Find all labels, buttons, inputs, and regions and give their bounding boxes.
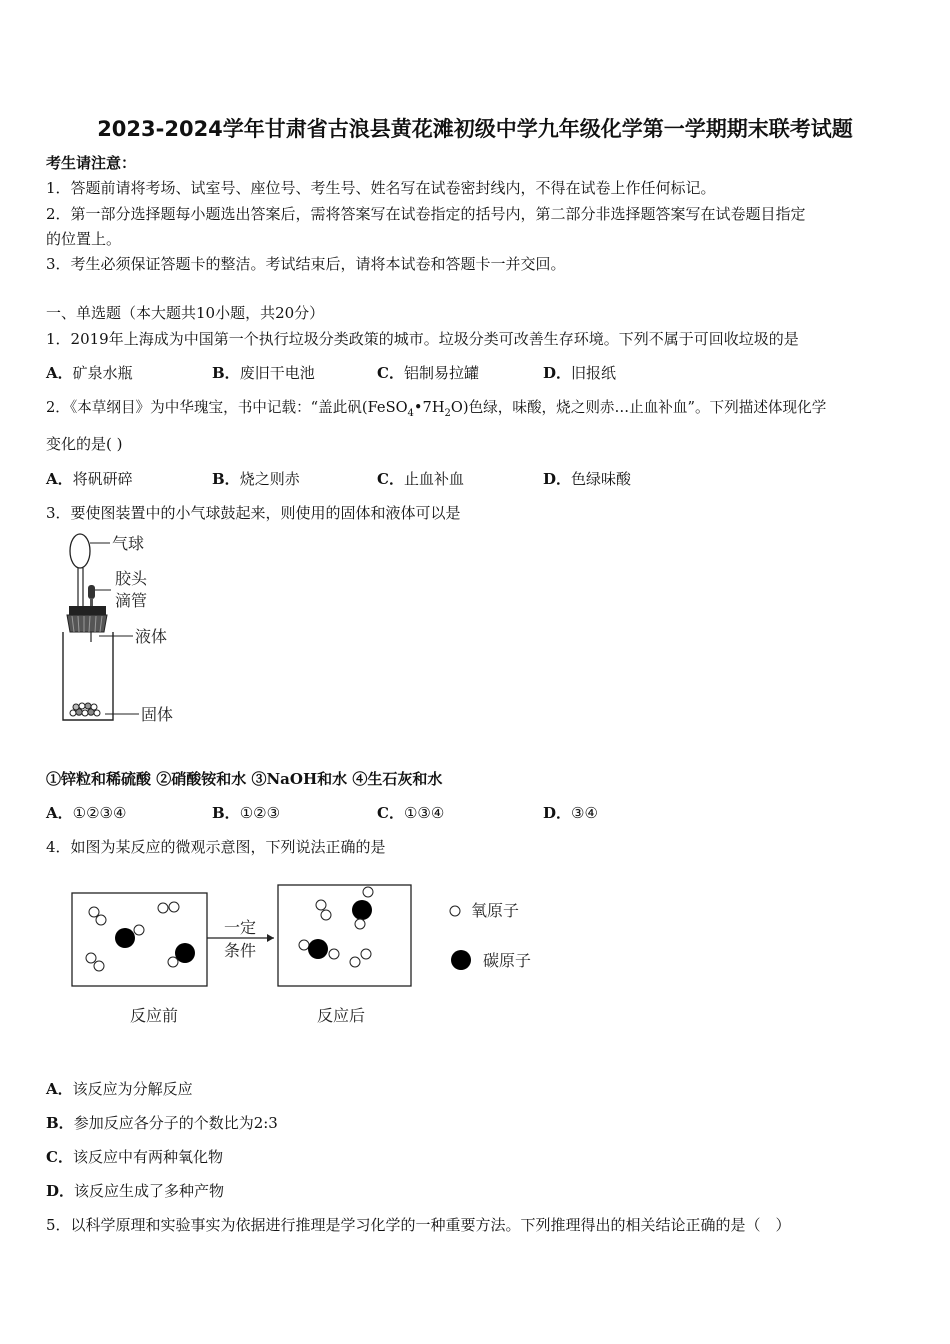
question-1-option-d: D．旧报纸 [543,364,617,382]
label-dropper-2: 滴管 [115,591,148,610]
balloon-shape [70,534,90,568]
section-heading: 一、单选题（本大题共10小题，共20分） [46,304,325,322]
after-box [278,885,411,986]
question-2-option-d: D．色绿味酸 [543,470,632,488]
question-2-stem: 2．《本草纲目》为中华瑰宝，书中记载：“盖此矾$(FeSO_4•7H_2O)$色绿，味酸，烧之则赤…止血补血”。下列描述体现化学 [46,399,827,419]
label-before: 反应前 [129,1006,179,1025]
arrow-condition-bottom: 条件 [223,941,257,960]
question-3-choices: ①锌粒和稀硫酸 ②硝酸铵和水 ③NaOH和水 ④生石灰和水 [46,770,443,788]
dropper-bulb [88,585,95,599]
question-4-option-d: D．该反应生成了多种产物 [46,1182,225,1200]
question-2-stem-line2: 变化的是( ) [46,435,123,453]
label-after: 反应后 [316,1006,366,1025]
question-4-option-a: A．该反应为分解反应 [46,1080,193,1098]
legend-carbon-marker [451,950,471,970]
question-1-option-c: C．铝制易拉罐 [377,364,479,382]
notice-item-3: 3．考生必须保证答题卡的整洁。考试结束后，请将本试卷和答题卡一并交回。 [46,255,566,273]
label-dropper-1: 胶头 [115,569,148,588]
reaction-micro-diagram [65,880,555,1035]
question-3-option-a: A．①②③④ [46,804,127,822]
notice-heading: 考生请注意： [46,154,137,172]
question-3-stem: 3．要使图装置中的小气球鼓起来，则使用的固体和液体可以是 [46,504,461,522]
question-4-stem: 4．如图为某反应的微观示意图，下列说法正确的是 [46,838,386,856]
label-balloon: 气球 [112,534,145,553]
legend-oxygen-label: 氧原子 [471,901,520,920]
question-1-stem: 1．2019年上海成为中国第一个执行垃圾分类政策的城市。垃圾分类可改善生存环境。下列不属于可回收垃圾的是 [46,330,799,348]
legend-oxygen-marker [450,906,460,916]
question-3-option-b: B．①②③ [212,804,281,822]
question-2-option-a: A．将矾研碎 [46,470,133,488]
question-1-option-a: A．矿泉水瓶 [46,364,133,382]
question-2-option-b: B．烧之则赤 [212,470,300,488]
notice-item-1: 1．答题前请将考场、试室号、座位号、考生号、姓名写在试卷密封线内，不得在试卷上作任何标记。 [46,179,716,197]
question-3-option-c: C．①③④ [377,804,445,822]
question-2-option-c: C．止血补血 [377,470,464,488]
question-5-stem: 5．以科学原理和实验事实为依据进行推理是学习化学的一种重要方法。下列推理得出的相关结论正确的是（ ） [46,1216,791,1234]
notice-item-2-cont: 的位置上。 [46,230,122,248]
legend-carbon-label: 碳原子 [483,951,532,970]
question-4-option-b: B．参加反应各分子的个数比为2:3 [46,1114,278,1132]
question-3-option-d: D．③④ [543,804,598,822]
page-title: 2023-2024学年甘肃省古浪县黄花滩初级中学九年级化学第一学期期末联考试题 [97,117,853,141]
label-solid: 固体 [141,705,174,724]
balloon-apparatus-figure [55,528,205,728]
arrow-condition-top: 一定 [223,918,257,937]
notice-item-2: 2．第一部分选择题每小题选出答案后，需将答案写在试卷指定的括号内，第二部分非选择题答案写在试卷题目指定 [46,205,806,223]
question-4-option-c: C．该反应中有两种氧化物 [46,1148,223,1166]
label-liquid: 液体 [135,627,168,646]
stopper-top [69,606,106,615]
question-1-option-b: B．废旧干电池 [212,364,315,382]
